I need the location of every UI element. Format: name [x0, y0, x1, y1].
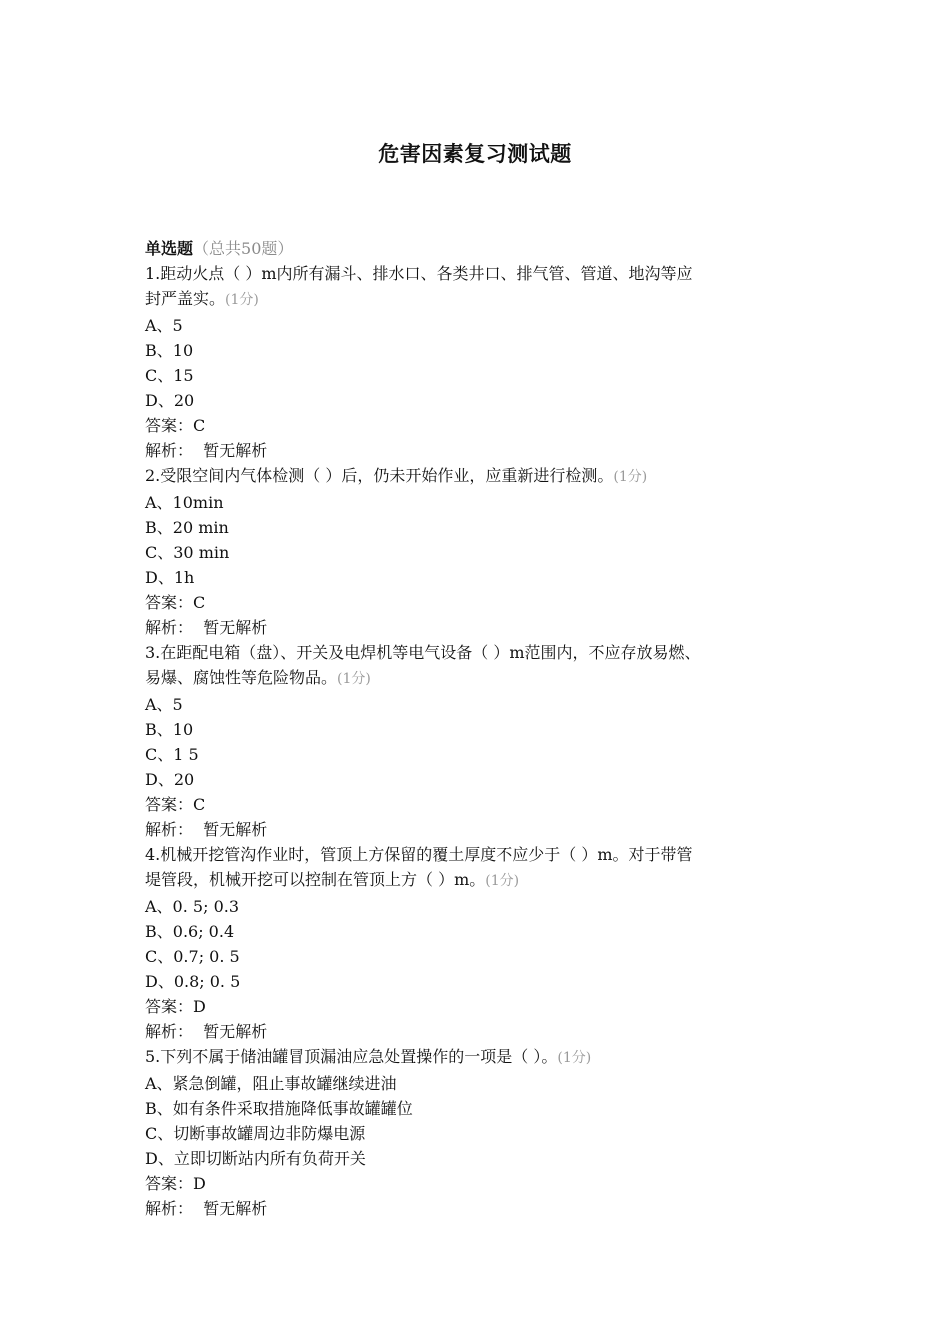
option-b: B、0.6; 0.4	[145, 922, 235, 941]
option-d: D、1h	[145, 568, 195, 587]
option-b: B、如有条件采取措施降低事故罐罐位	[145, 1099, 413, 1118]
option-d: D、20	[145, 391, 195, 410]
answer-value: C	[193, 795, 206, 814]
option-c: C、15	[145, 366, 194, 385]
question-points: (1分)	[485, 873, 520, 889]
question-points: (1分)	[225, 292, 259, 308]
question-points: (1分)	[557, 1050, 592, 1066]
option-c: C、1 5	[145, 745, 199, 764]
question-2	[145, 463, 825, 640]
analysis-line: 解析： 暂无解析	[145, 1199, 268, 1218]
question-list	[145, 236, 825, 1221]
analysis-text: 暂无解析	[203, 618, 268, 637]
answer-line: 答案：D	[145, 997, 206, 1016]
option-d: D、20	[145, 770, 195, 789]
answer-line: 答案：C	[145, 795, 206, 814]
page-title: 危害因素复习测试题	[378, 141, 572, 166]
answer-line: 答案：D	[145, 1174, 206, 1193]
option-a: A、紧急倒罐，阻止事故罐继续进油	[145, 1074, 397, 1093]
analysis-line: 解析： 暂无解析	[145, 618, 268, 637]
section-count: （总共50题）	[193, 239, 294, 258]
answer-line: 答案：C	[145, 416, 206, 435]
option-a: A、10min	[145, 493, 224, 512]
answer-value: C	[193, 416, 206, 435]
option-b: B、10	[145, 341, 194, 360]
analysis-text: 暂无解析	[203, 820, 268, 839]
question-stem-continued: 易爆、腐蚀性等危险物品。(1分)	[145, 668, 371, 687]
analysis-text: 暂无解析	[203, 441, 268, 460]
analysis-line: 解析： 暂无解析	[145, 1022, 268, 1041]
option-a: A、5	[145, 316, 183, 335]
question-stem: 5.下列不属于储油罐冒顶漏油应急处置操作的一项是（ ）。(1分)	[145, 1047, 592, 1066]
option-c: C、切断事故罐周边非防爆电源	[145, 1124, 366, 1143]
option-b: B、20 min	[145, 518, 229, 537]
option-c: C、0.7; 0. 5	[145, 947, 240, 966]
section-label: 单选题	[145, 239, 194, 258]
question-3	[145, 640, 825, 842]
question-stem-continued: 封严盖实。(1分)	[145, 289, 259, 308]
option-a: A、0. 5; 0.3	[145, 897, 240, 916]
section-header	[145, 236, 825, 261]
answer-value: C	[193, 593, 206, 612]
answer-line: 答案：C	[145, 593, 206, 612]
analysis-line: 解析： 暂无解析	[145, 820, 268, 839]
question-1	[145, 261, 825, 463]
question-5	[145, 1044, 825, 1221]
question-stem-continued: 堤管段，机械开挖可以控制在管顶上方（ ）m。(1分)	[145, 870, 520, 889]
answer-value: D	[193, 1174, 206, 1193]
option-a: A、5	[145, 695, 183, 714]
option-d: D、立即切断站内所有负荷开关	[145, 1149, 366, 1168]
question-4	[145, 842, 825, 1044]
option-c: C、30 min	[145, 543, 230, 562]
analysis-text: 暂无解析	[203, 1199, 268, 1218]
option-d: D、0.8; 0. 5	[145, 972, 241, 991]
question-stem: 3.在距配电箱（盘）、开关及电焊机等电气设备（ ）m范围内，不应存放易燃、	[145, 643, 701, 662]
question-points: (1分)	[613, 469, 648, 485]
question-stem: 1.距动火点（ ）m内所有漏斗、排水口、各类井口、排气管、管道、地沟等应	[145, 264, 693, 283]
analysis-line: 解析： 暂无解析	[145, 441, 268, 460]
question-stem: 4.机械开挖管沟作业时，管顶上方保留的覆土厚度不应少于（ ）m。对于带管	[145, 845, 693, 864]
question-points: (1分)	[337, 671, 371, 687]
question-stem: 2.受限空间内气体检测（ ）后，仍未开始作业，应重新进行检测。(1分)	[145, 466, 648, 485]
analysis-text: 暂无解析	[203, 1022, 268, 1041]
answer-value: D	[193, 997, 206, 1016]
option-b: B、10	[145, 720, 194, 739]
